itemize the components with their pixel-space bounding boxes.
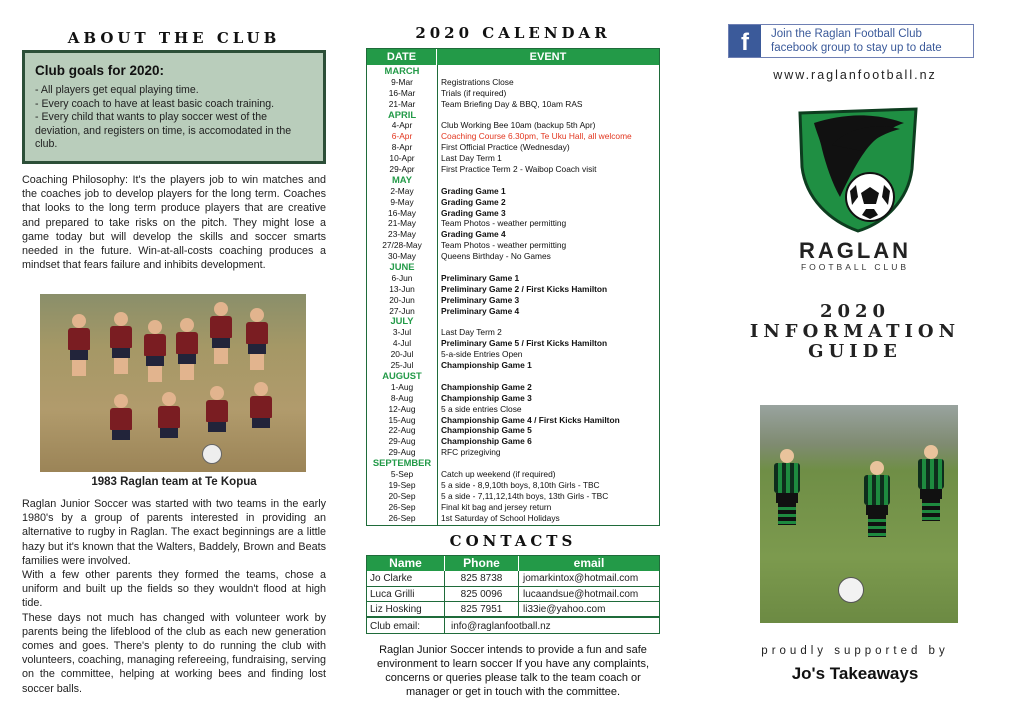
facebook-banner[interactable] [728, 24, 974, 58]
event-date: 8-Aug [390, 392, 414, 403]
event-description: 5-a-side Entries Open [441, 349, 523, 360]
player-figure [110, 312, 132, 374]
calendar-row [367, 208, 659, 219]
event-date: 29-Aug [388, 436, 416, 447]
month-label: MAY [392, 173, 412, 185]
event-description: Championship Game 4 / First Kicks Hamilton [441, 414, 620, 425]
sponsor-name: Jo's Takeaways [791, 664, 919, 683]
event-description: Championship Game 1 [441, 360, 532, 371]
contact-phone: 825 0096 [445, 587, 519, 601]
event-date: 13-Jun [389, 283, 415, 294]
club-email-label: Club email: [367, 618, 445, 633]
calendar-panel [362, 0, 664, 725]
cover-panel [720, 0, 1010, 725]
supported-by-label: proudly supported by [761, 645, 949, 657]
event-description: Last Day Term 1 [441, 153, 502, 164]
event-date: 2-May [390, 185, 414, 196]
event-description: First Practice Term 2 - Waibop Coach visit [441, 164, 597, 175]
calendar-row [367, 273, 659, 284]
photo-caption: 1983 Raglan team at Te Kopua [91, 476, 257, 488]
event-description: Final kit bag and jersey return [441, 501, 552, 512]
event-date: 8-Apr [391, 142, 413, 153]
month-label: JUNE [389, 261, 415, 273]
club-subtitle: FOOTBALL CLUB [800, 262, 910, 272]
calendar-row [367, 338, 659, 349]
guide-title-guide: GUIDE [808, 341, 902, 362]
contact-name: Jo Clarke [367, 571, 445, 586]
event-date: 4-Apr [391, 120, 413, 131]
website-link[interactable]: www.raglanfootball.nz [773, 68, 937, 82]
calendar-row [367, 120, 659, 131]
event-description: Grading Game 4 [441, 229, 506, 240]
contact-email[interactable]: lucaandsue@hotmail.com [523, 589, 639, 600]
event-date: 21-May [388, 218, 416, 229]
month-label: MARCH [384, 65, 420, 76]
player-figure [918, 445, 944, 521]
complaints-note: Raglan Junior Soccer intends to provide a fun and safe environment to learn soccer If you have any complaints, concerns or queries please talk to the team coach or manager or get in touch with the committee. [376, 644, 650, 698]
facebook-banner-text [761, 27, 942, 55]
calendar-table [366, 48, 660, 526]
calendar-row [367, 327, 659, 338]
event-description: Team Photos - weather permitting [441, 218, 567, 229]
calendar-row [367, 502, 659, 513]
event-date: 1-Aug [390, 381, 414, 392]
contacts-header-row [367, 556, 659, 571]
event-date: 23-May [388, 229, 416, 240]
contact-name: Luca Grilli [367, 587, 445, 601]
contact-row [367, 601, 659, 616]
event-description: Team Photos - weather permitting [441, 240, 567, 251]
team-photo-1983 [40, 294, 306, 472]
phone-column-header: Phone [445, 556, 519, 571]
event-date: 5-Sep [390, 468, 414, 479]
event-date: 20-Jul [390, 349, 414, 360]
event-description: Queens Birthday - No Games [441, 251, 551, 262]
calendar-row [367, 240, 659, 251]
contact-row [367, 571, 659, 586]
event-description: First Official Practice (Wednesday) [441, 142, 570, 153]
facebook-icon: f [729, 25, 761, 57]
event-description: RFC prizegiving [441, 447, 501, 458]
calendar-row [367, 197, 659, 208]
goal-item: - All players get equal playing time. [35, 84, 199, 96]
player-figure [210, 302, 232, 364]
month-label: AUGUST [382, 369, 422, 381]
event-date: 19-Sep [388, 479, 416, 490]
event-date: 9-May [390, 196, 414, 207]
facebook-line-1: Join the Raglan Football Club [771, 28, 922, 40]
calendar-row [367, 142, 659, 153]
calendar-body [367, 65, 659, 525]
goal-item: - Every child that wants to play soccer west of the deviation, and registers on time, is accomodated in the club. [35, 111, 292, 151]
event-date: 12-Aug [388, 403, 416, 414]
player-figure [110, 394, 132, 440]
history-paragraph: With a few other parents they formed the teams, chose a uniform and built up the fields so they wouldn't flood at high tide. [22, 569, 326, 610]
club-goals-title: Club goals for 2020: [35, 63, 165, 78]
event-date: 20-Sep [388, 490, 416, 501]
soccer-ball-icon [202, 444, 222, 464]
event-date: 27-Jun [389, 305, 415, 316]
event-date: 20-Jun [389, 294, 415, 305]
calendar-row [367, 229, 659, 240]
calendar-row [367, 295, 659, 306]
event-description: Grading Game 2 [441, 196, 506, 207]
calendar-row [367, 382, 659, 393]
player-figure [158, 392, 180, 438]
month-label: JULY [390, 315, 414, 327]
event-date: 29-Apr [389, 164, 415, 175]
player-figure [774, 449, 800, 525]
event-date: 9-Mar [391, 76, 413, 87]
calendar-row [367, 393, 659, 404]
email-column-header: email [573, 556, 605, 570]
event-description: Coaching Course 6.30pm, Te Uku Hall, all welcome [441, 131, 632, 142]
event-date: 16-May [388, 207, 416, 218]
event-description: Preliminary Game 4 [441, 305, 520, 316]
club-goals-box [22, 50, 326, 164]
date-column-header: DATE [367, 49, 437, 65]
event-description: 1st Saturday of School Holidays [441, 512, 560, 523]
calendar-row [367, 153, 659, 164]
event-date: 15-Aug [388, 414, 416, 425]
guide-title-info: INFORMATION [749, 321, 961, 342]
event-description: 5 a side - 7,11,12,14th boys, 13th Girls - TBC [441, 490, 609, 501]
event-description: Championship Game 2 [441, 381, 532, 392]
history-paragraph: These days not much has changed with volunteer work by parents being the lifeblood of the club as each new generation comes and goes. There's plenty to do running the club with volunteers, coaching, managing refereeing, fundraising, serving on the committee, helping at working bees and finding lost soccer balls. [22, 611, 326, 695]
player-figure [250, 382, 272, 428]
contact-email[interactable]: jomarkintox@hotmail.com [523, 573, 639, 584]
coaching-philosophy: Coaching Philosophy: It's the players job to win matches and the coaches job to develop players for the long term. Coaches that looks to the long term produce players that are creative and prepared to take risks on the pitch. They might lose a game today but will develop the skills and soccer smarts needed in the future. Win-at-all-costs coaching produces a mindset that fears failure and inhibits development. [22, 174, 326, 272]
event-date: 16-Mar [388, 87, 416, 98]
calendar-row [367, 404, 659, 415]
player-figure [206, 386, 228, 432]
club-name: RAGLAN [798, 238, 912, 263]
about-panel [18, 0, 330, 725]
player-figure [246, 308, 268, 370]
event-description: Preliminary Game 2 / First Kicks Hamilton [441, 283, 608, 294]
club-history [22, 497, 326, 696]
calendar-row [367, 469, 659, 480]
month-label: APRIL [387, 108, 417, 120]
event-description: Team Briefing Day & BBQ, 10am RAS [441, 98, 583, 109]
calendar-header-row [367, 49, 659, 65]
calendar-row [367, 349, 659, 360]
contact-row [367, 586, 659, 601]
event-description: Preliminary Game 3 [441, 294, 520, 305]
event-date: 3-Jul [392, 327, 412, 338]
event-date: 26-Sep [388, 512, 416, 523]
event-date: 22-Aug [388, 425, 416, 436]
goal-item: - Every coach to have at least basic coach training. [35, 97, 275, 110]
contacts-heading: CONTACTS [449, 532, 577, 550]
calendar-row [367, 131, 659, 142]
event-description: Grading Game 1 [441, 185, 506, 196]
calendar-row [367, 88, 659, 99]
calendar-row [367, 77, 659, 88]
calendar-heading: 2020 CALENDAR [415, 24, 611, 42]
event-date: 30-May [388, 251, 416, 262]
contact-phone: 825 8738 [445, 571, 519, 586]
contact-phone: 825 7951 [445, 602, 519, 616]
contacts-table [366, 555, 660, 634]
event-column-header: EVENT [529, 51, 567, 63]
event-description: Championship Game 5 [441, 425, 532, 436]
event-date: 6-Apr [391, 131, 413, 142]
calendar-row [367, 218, 659, 229]
event-description: Trials (if required) [441, 87, 507, 98]
calendar-row [367, 480, 659, 491]
event-date: 26-Sep [388, 501, 416, 512]
name-column-header: Name [367, 556, 445, 571]
calendar-row [367, 491, 659, 502]
club-goals-list [35, 84, 313, 152]
event-date: 6-Jun [391, 272, 413, 283]
calendar-row [367, 415, 659, 426]
calendar-row [367, 186, 659, 197]
event-description: Grading Game 3 [441, 207, 506, 218]
event-date: 25-Jul [390, 360, 414, 371]
soccer-ball-icon [838, 577, 864, 603]
event-date: 10-Apr [389, 153, 415, 164]
kids-playing-photo [760, 405, 958, 623]
facebook-line-2: facebook group to stay up to date [771, 42, 942, 54]
event-description: Championship Game 3 [441, 392, 532, 403]
player-figure [144, 320, 166, 382]
guide-title-year: 2020 [819, 301, 891, 322]
month-label: SEPTEMBER [372, 457, 432, 469]
event-description: Championship Game 6 [441, 436, 532, 447]
event-description: 5 a side - 8,9,10th boys, 8,10th Girls - TBC [441, 479, 600, 490]
contact-email[interactable]: li33ie@yahoo.com [523, 604, 606, 615]
calendar-row [367, 436, 659, 447]
player-figure [176, 318, 198, 380]
player-figure [864, 461, 890, 537]
event-date: 4-Jul [392, 338, 412, 349]
event-description: Last Day Term 2 [441, 327, 502, 338]
event-description: Registrations Close [441, 76, 514, 87]
event-date: 21-Mar [388, 98, 416, 109]
event-date: 29-Aug [388, 447, 416, 458]
calendar-row [367, 99, 659, 110]
contact-name: Liz Hosking [367, 602, 445, 616]
event-date: 27/28-May [382, 240, 422, 251]
event-description: Preliminary Game 5 / First Kicks Hamilton [441, 338, 608, 349]
about-heading: ABOUT THE CLUB [67, 29, 281, 47]
calendar-row [367, 513, 659, 524]
event-description: Club Working Bee 10am (backup 5th Apr) [441, 120, 596, 131]
event-description: Preliminary Game 1 [441, 272, 520, 283]
history-paragraph: Raglan Junior Soccer was started with two teams in the early 1980's by a group of parents interested in providing an alternative to rugby in Raglan. The exact beginnings are a little hazy but it's known that the Walters, Baddely, Brown and Beats families were involved. [22, 498, 326, 567]
player-figure [68, 314, 90, 376]
calendar-row [367, 284, 659, 295]
event-description: 5 a side entries Close [441, 403, 522, 414]
calendar-row [367, 425, 659, 436]
club-email-link[interactable]: info@raglanfootball.nz [451, 621, 551, 632]
club-crest-icon [792, 105, 924, 233]
event-description: Catch up weekend (if required) [441, 468, 556, 479]
club-email-row [367, 616, 659, 633]
